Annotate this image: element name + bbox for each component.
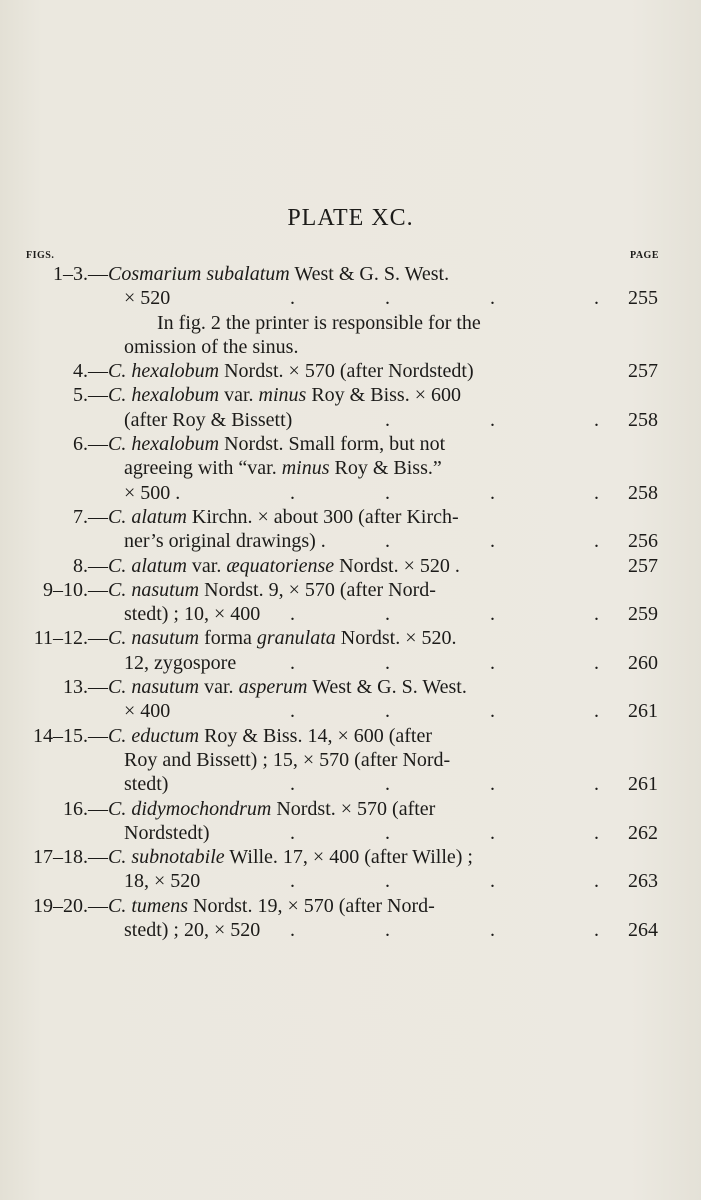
leader-dot: . — [290, 603, 295, 626]
page-number: 264 — [628, 919, 658, 942]
entry-line — [0, 359, 701, 383]
species-name: C. hexalobum — [108, 384, 220, 407]
entry-line — [0, 286, 701, 310]
plate-entry — [0, 505, 701, 554]
entry-text — [108, 505, 459, 529]
plate-entry — [0, 383, 701, 432]
plate-entry — [0, 845, 701, 894]
figure-number: 19–20.— — [33, 894, 108, 917]
leader-dot: . — [594, 700, 599, 723]
leader-dot: . — [490, 700, 495, 723]
entry-text — [124, 869, 200, 893]
entry-line — [0, 845, 701, 869]
leader-dot: . — [290, 773, 295, 796]
entry-text-segment: ner’s original drawings) . — [124, 530, 326, 553]
plate-entry — [0, 432, 701, 505]
leader-dot: . — [385, 408, 390, 431]
species-name: C. tumens — [108, 894, 188, 917]
species-name: C. hexalobum — [108, 360, 220, 383]
entry-text — [124, 286, 170, 310]
entry-text-segment: 18, × 520 — [124, 870, 201, 893]
species-name: minus — [281, 457, 330, 480]
page-number: 261 — [628, 773, 658, 796]
entry-text-segment: Nordst. 19, × 570 (after Nord- — [188, 894, 435, 917]
entry-text — [124, 651, 236, 675]
entry-text-segment: × 500 . — [124, 481, 181, 504]
entry-text-segment: Nordst. × 520 . — [334, 554, 460, 577]
entry-text-segment: Nordst. × 520. — [335, 627, 457, 650]
entry-text-segment: 12, zygospore — [124, 651, 237, 674]
entry-text — [108, 724, 432, 748]
entry-text-segment: Roy and Bissett) ; 15, × 570 (after Nord- — [124, 748, 451, 771]
entry-text — [108, 262, 449, 286]
plate-entry — [0, 894, 701, 943]
entry-text-segment: Kirchn. × about 300 (after Kirch- — [186, 505, 459, 528]
leader-dot: . — [594, 821, 599, 844]
entry-line — [0, 724, 701, 748]
figure-number: 17–18.— — [33, 846, 108, 869]
leader-dot: . — [385, 287, 390, 310]
plate-title: PLATE XC. — [287, 205, 414, 231]
entry-text — [124, 456, 442, 480]
entry-text-segment: Nordst. × 570 (after — [271, 797, 436, 820]
entry-text-segment: In fig. 2 the printer is responsible for the — [157, 311, 481, 334]
entry-line — [0, 869, 701, 893]
entry-line — [0, 772, 701, 796]
leader-dot: . — [594, 287, 599, 310]
species-name: C. didymochondrum — [108, 797, 272, 820]
species-name: C. alatum — [108, 505, 187, 528]
entry-text-segment: Roy & Biss. × 600 — [306, 384, 461, 407]
entry-line — [0, 262, 701, 286]
leader-dot: . — [290, 821, 295, 844]
entry-text-segment: Nordst. Small form, but not — [219, 433, 446, 456]
entry-text-segment: Nordstedt) — [124, 821, 210, 844]
leader-dot: . — [490, 287, 495, 310]
entry-text-segment: stedt) ; 20, × 520 — [124, 919, 261, 942]
figure-number: 14–15.— — [33, 724, 108, 747]
species-name: æquatoriense — [226, 554, 335, 577]
species-name: Cosmarium subalatum — [108, 263, 290, 285]
leader-dot: . — [490, 651, 495, 674]
entry-text-segment: Roy & Biss.” — [329, 457, 442, 480]
leader-dot: . — [385, 773, 390, 796]
entry-line — [0, 578, 701, 602]
entry-text-segment: stedt) ; 10, × 400 — [124, 603, 261, 626]
entry-text — [108, 894, 435, 918]
leader-dot: . — [490, 603, 495, 626]
leader-dot: . — [385, 481, 390, 504]
leader-dot: . — [594, 530, 599, 553]
leader-dot: . — [490, 481, 495, 504]
page-number: 255 — [628, 287, 658, 310]
entry-line — [0, 408, 701, 432]
plate-entry — [0, 311, 701, 360]
page-number: 263 — [628, 870, 658, 893]
species-name: granulata — [256, 627, 336, 650]
plate-entry — [0, 262, 701, 311]
species-name: C. nasutum — [108, 676, 200, 699]
entry-text — [108, 675, 467, 699]
page-number: 259 — [628, 603, 658, 626]
species-name: minus — [258, 384, 307, 407]
entry-text-segment: × 520 — [124, 287, 171, 310]
entry-line — [0, 748, 701, 772]
leader-dot: . — [490, 919, 495, 942]
entry-text-segment: Nordst. × 570 (after Nordstedt) — [219, 360, 474, 383]
figure-number: 11–12.— — [33, 627, 108, 650]
entry-line — [0, 626, 701, 650]
entry-text-segment: var. — [199, 676, 239, 699]
page-number: 257 — [628, 360, 658, 383]
entry-text-segment: stedt) — [124, 773, 169, 796]
plate-entries-list — [0, 262, 701, 942]
leader-dot: . — [385, 700, 390, 723]
leader-dot: . — [385, 870, 390, 893]
entry-text-segment: (after Roy & Bissett) — [124, 408, 293, 431]
leader-dot: . — [594, 870, 599, 893]
page-number: 258 — [628, 481, 658, 504]
entry-text — [124, 529, 326, 553]
entry-line — [0, 554, 701, 578]
plate-entry — [0, 675, 701, 724]
leader-dot: . — [594, 773, 599, 796]
entry-text — [124, 335, 298, 359]
leader-dot: . — [594, 481, 599, 504]
entry-line — [0, 432, 701, 456]
leader-dot: . — [385, 530, 390, 553]
species-name: C. eductum — [108, 724, 200, 747]
figs-column-heading: FIGS. — [26, 250, 55, 261]
figure-number: 16.— — [63, 797, 108, 820]
figure-number: 13.— — [63, 676, 108, 699]
entry-line — [0, 821, 701, 845]
entry-text — [108, 383, 461, 407]
entry-text — [108, 432, 445, 456]
entry-text — [108, 359, 474, 383]
leader-dot: . — [594, 408, 599, 431]
plate-entry — [0, 797, 701, 846]
leader-dot: . — [385, 651, 390, 674]
species-name: C. nasutum — [108, 627, 200, 650]
entry-text-segment: var. — [186, 554, 227, 577]
entry-line — [0, 529, 701, 553]
entry-line — [0, 505, 701, 529]
leader-dot: . — [490, 821, 495, 844]
leader-dot: . — [290, 287, 295, 310]
figure-number: 7.— — [73, 505, 108, 528]
entry-text — [124, 699, 170, 723]
page-number: 260 — [628, 651, 658, 674]
leader-dot: . — [594, 603, 599, 626]
species-name: asperum — [238, 676, 308, 699]
entry-text — [108, 845, 473, 869]
entry-text — [124, 772, 168, 796]
entry-text-segment: forma — [199, 627, 257, 650]
plate-entry — [0, 578, 701, 627]
leader-dot: . — [385, 603, 390, 626]
plate-entry — [0, 724, 701, 797]
entry-text-segment: Roy & Biss. 14, × 600 (after — [199, 724, 433, 747]
entry-line — [0, 602, 701, 626]
entry-text-segment: West & G. S. West. — [289, 263, 450, 285]
plate-entry — [0, 554, 701, 578]
entry-text — [124, 918, 260, 942]
entry-text — [108, 554, 460, 578]
page-number: 256 — [628, 530, 658, 553]
leader-dot: . — [490, 773, 495, 796]
entry-line — [0, 918, 701, 942]
figure-number: 4.— — [73, 360, 108, 383]
entry-text — [108, 626, 457, 650]
leader-dot: . — [594, 919, 599, 942]
leader-dot: . — [290, 919, 295, 942]
leader-dot: . — [490, 530, 495, 553]
species-name: C. nasutum — [108, 578, 200, 601]
entry-text-segment: var. — [219, 384, 259, 407]
entry-text — [108, 578, 436, 602]
leader-dot: . — [385, 919, 390, 942]
page-number: 261 — [628, 700, 658, 723]
figure-number: 9–10.— — [43, 578, 108, 601]
entry-line — [0, 311, 701, 335]
figure-number: 5.— — [73, 384, 108, 407]
entry-text — [124, 408, 292, 432]
entry-text-segment: omission of the sinus. — [124, 335, 299, 358]
page-number: 257 — [628, 554, 658, 577]
leader-dot: . — [594, 651, 599, 674]
entry-line — [0, 675, 701, 699]
species-name: C. hexalobum — [108, 433, 220, 456]
entry-text — [124, 481, 180, 505]
leader-dot: . — [490, 408, 495, 431]
leader-dot: . — [290, 651, 295, 674]
page-number: 258 — [628, 408, 658, 431]
plate-entry — [0, 359, 701, 383]
plate-entry — [0, 626, 701, 675]
entry-text-segment: agreeing with “var. — [124, 457, 282, 480]
leader-dot: . — [385, 821, 390, 844]
entry-line — [0, 481, 701, 505]
entry-text — [124, 821, 210, 845]
entry-line — [0, 383, 701, 407]
entry-text-segment: Nordst. 9, × 570 (after Nord- — [199, 578, 436, 601]
leader-dot: . — [290, 870, 295, 893]
leader-dot: . — [290, 700, 295, 723]
figure-number: 8.— — [73, 554, 108, 577]
entry-text — [124, 602, 260, 626]
entry-text-segment: West & G. S. West. — [307, 676, 467, 699]
entry-line — [0, 699, 701, 723]
entry-line — [0, 335, 701, 359]
figure-number: 6.— — [73, 433, 108, 456]
species-name: C. subnotabile — [108, 846, 225, 869]
entry-line — [0, 797, 701, 821]
species-name: C. alatum — [108, 554, 187, 577]
entry-line — [0, 894, 701, 918]
entry-line — [0, 651, 701, 675]
entry-text — [108, 797, 435, 821]
figure-number: 1–3.— — [53, 263, 108, 285]
entry-text — [124, 748, 450, 772]
entry-text — [157, 311, 481, 335]
entry-line — [0, 456, 701, 480]
page-column-heading: PAGE — [629, 250, 659, 261]
entry-text-segment: × 400 — [124, 700, 171, 723]
entry-text-segment: Wille. 17, × 400 (after Wille) ; — [224, 846, 473, 869]
leader-dot: . — [490, 870, 495, 893]
page-number: 262 — [628, 821, 658, 844]
leader-dot: . — [290, 481, 295, 504]
